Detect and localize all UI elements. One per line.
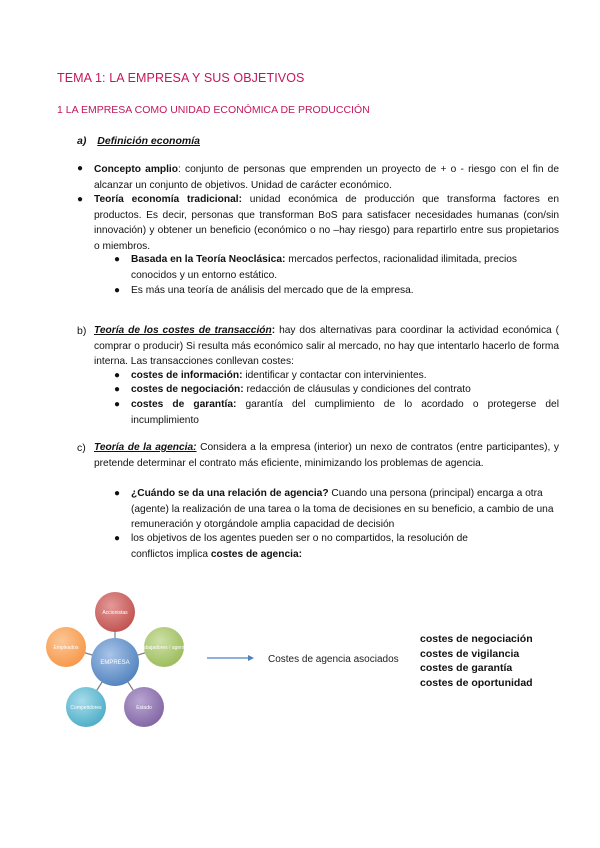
section-c-paragraph xyxy=(94,440,559,471)
list-item xyxy=(94,192,559,254)
section-b-marker: b) xyxy=(77,325,87,337)
item-bold: Basada en la Teoría Neoclásica: xyxy=(131,254,286,265)
section-b-colon: : xyxy=(271,325,276,336)
bullet-icon: ● xyxy=(114,488,121,499)
bullet-icon: ● xyxy=(114,254,121,265)
item-bold: Teoría economía tradicional: xyxy=(94,194,242,205)
bullet-icon: ● xyxy=(114,384,121,395)
section-subtitle: 1 LA EMPRESA COMO UNIDAD ECONÓMICA DE PRODUCCIÓN xyxy=(57,104,370,116)
item-text: unidad económica de producción que transforma factores en productos. Es decir, personas que transforman BoS para satisfacer necesidades humanas (con/sin innovación) y obtener un beneficio (económico o no –hay riesgo) para repartirlo entre sus propietarios o miembros. xyxy=(94,194,559,252)
section-a-marker: a) xyxy=(77,135,87,147)
item-bold: costes de agencia: xyxy=(210,548,303,560)
list-item xyxy=(94,162,559,193)
bullet-icon: ● xyxy=(77,163,84,174)
item-text: identificar y contactar con intervinientes. xyxy=(242,370,427,381)
list-item xyxy=(131,382,559,398)
item-bold: ¿Cuándo se da una relación de agencia? xyxy=(131,488,329,499)
node-label: Estado xyxy=(136,705,152,711)
list-item xyxy=(131,486,559,533)
node-label: Empleados xyxy=(53,645,79,651)
item-text: Cuando una persona (principal) encarga a otra (agente) la realización de una tarea o la toma de decisiones en su beneficio, a cambio de una remuneración y otorgándole amplia capacidad de decisión xyxy=(131,488,554,530)
agency-costs-list xyxy=(420,632,533,690)
item-bold: costes de información: xyxy=(131,370,243,381)
item-text: los objetivos de los agentes pueden ser o no compartidos, la resolución de conflictos implica xyxy=(131,533,468,560)
item-text: garantía del cumplimiento de lo acordado o protegerse del incumplimiento xyxy=(131,399,559,426)
list-item xyxy=(131,397,559,428)
bullet-icon: ● xyxy=(114,370,121,381)
section-a-heading xyxy=(77,135,200,147)
node-label: Accionistas xyxy=(102,610,128,616)
node-label: Trabajadores / agentes xyxy=(138,645,190,651)
arrow-head-icon xyxy=(248,655,254,661)
cost-item: costes de oportunidad xyxy=(420,676,533,689)
item-bold: costes de garantía: xyxy=(131,399,237,410)
item-text: : conjunto de personas que emprenden un proyecto de + o - riesgo con el fin de alcanzar un conjunto de objetivos. Unidad de carácter económico. xyxy=(94,164,559,191)
list-item xyxy=(131,531,491,562)
section-c-text: Considera a la empresa (interior) un nexo de contratos (entre participantes), y pretende determinar el contrato más eficiente, minimizando los problemas de agencia. xyxy=(94,442,560,469)
cost-item: costes de garantía xyxy=(420,662,513,674)
list-item xyxy=(131,283,559,299)
center-label: EMPRESA xyxy=(100,660,130,666)
page-title: TEMA 1: LA EMPRESA Y SUS OBJETIVOS xyxy=(57,71,305,85)
node-label: Competidores xyxy=(70,705,102,711)
arrow-label: Costes de agencia asociados xyxy=(268,654,399,665)
bullet-icon: ● xyxy=(114,285,121,296)
cost-item: costes de vigilancia xyxy=(420,647,520,660)
item-text: mercados perfectos, racionalidad ilimitada, precios conocidos y un entorno estático. xyxy=(131,254,517,281)
section-a-title: Definición economía xyxy=(97,135,200,147)
section-c-title: Teoría de la agencia: xyxy=(94,442,197,453)
section-b-text: hay dos alternativas para coordinar la actividad económica ( comprar o producir) Si resulta más económico salir al mercado, no hay que intentarlo hacerlo de forma interna. Las transacciones conllevan costes: xyxy=(94,325,560,367)
bullet-icon: ● xyxy=(114,399,121,410)
section-c-marker: c) xyxy=(77,442,86,454)
bullet-icon: ● xyxy=(114,533,121,544)
section-b-title: Teoría de los costes de transacción xyxy=(94,325,272,336)
section-b-paragraph xyxy=(94,323,559,370)
item-text: redacción de cláusulas y condiciones del contrato xyxy=(243,384,471,395)
list-item xyxy=(131,252,559,283)
bullet-icon: ● xyxy=(77,194,84,205)
cost-item: costes de negociación xyxy=(420,633,533,645)
item-bold: Concepto amplio xyxy=(94,164,178,175)
item-bold: costes de negociación: xyxy=(131,384,244,395)
item-text: Es más una teoría de análisis del mercado que de la empresa. xyxy=(131,285,414,296)
